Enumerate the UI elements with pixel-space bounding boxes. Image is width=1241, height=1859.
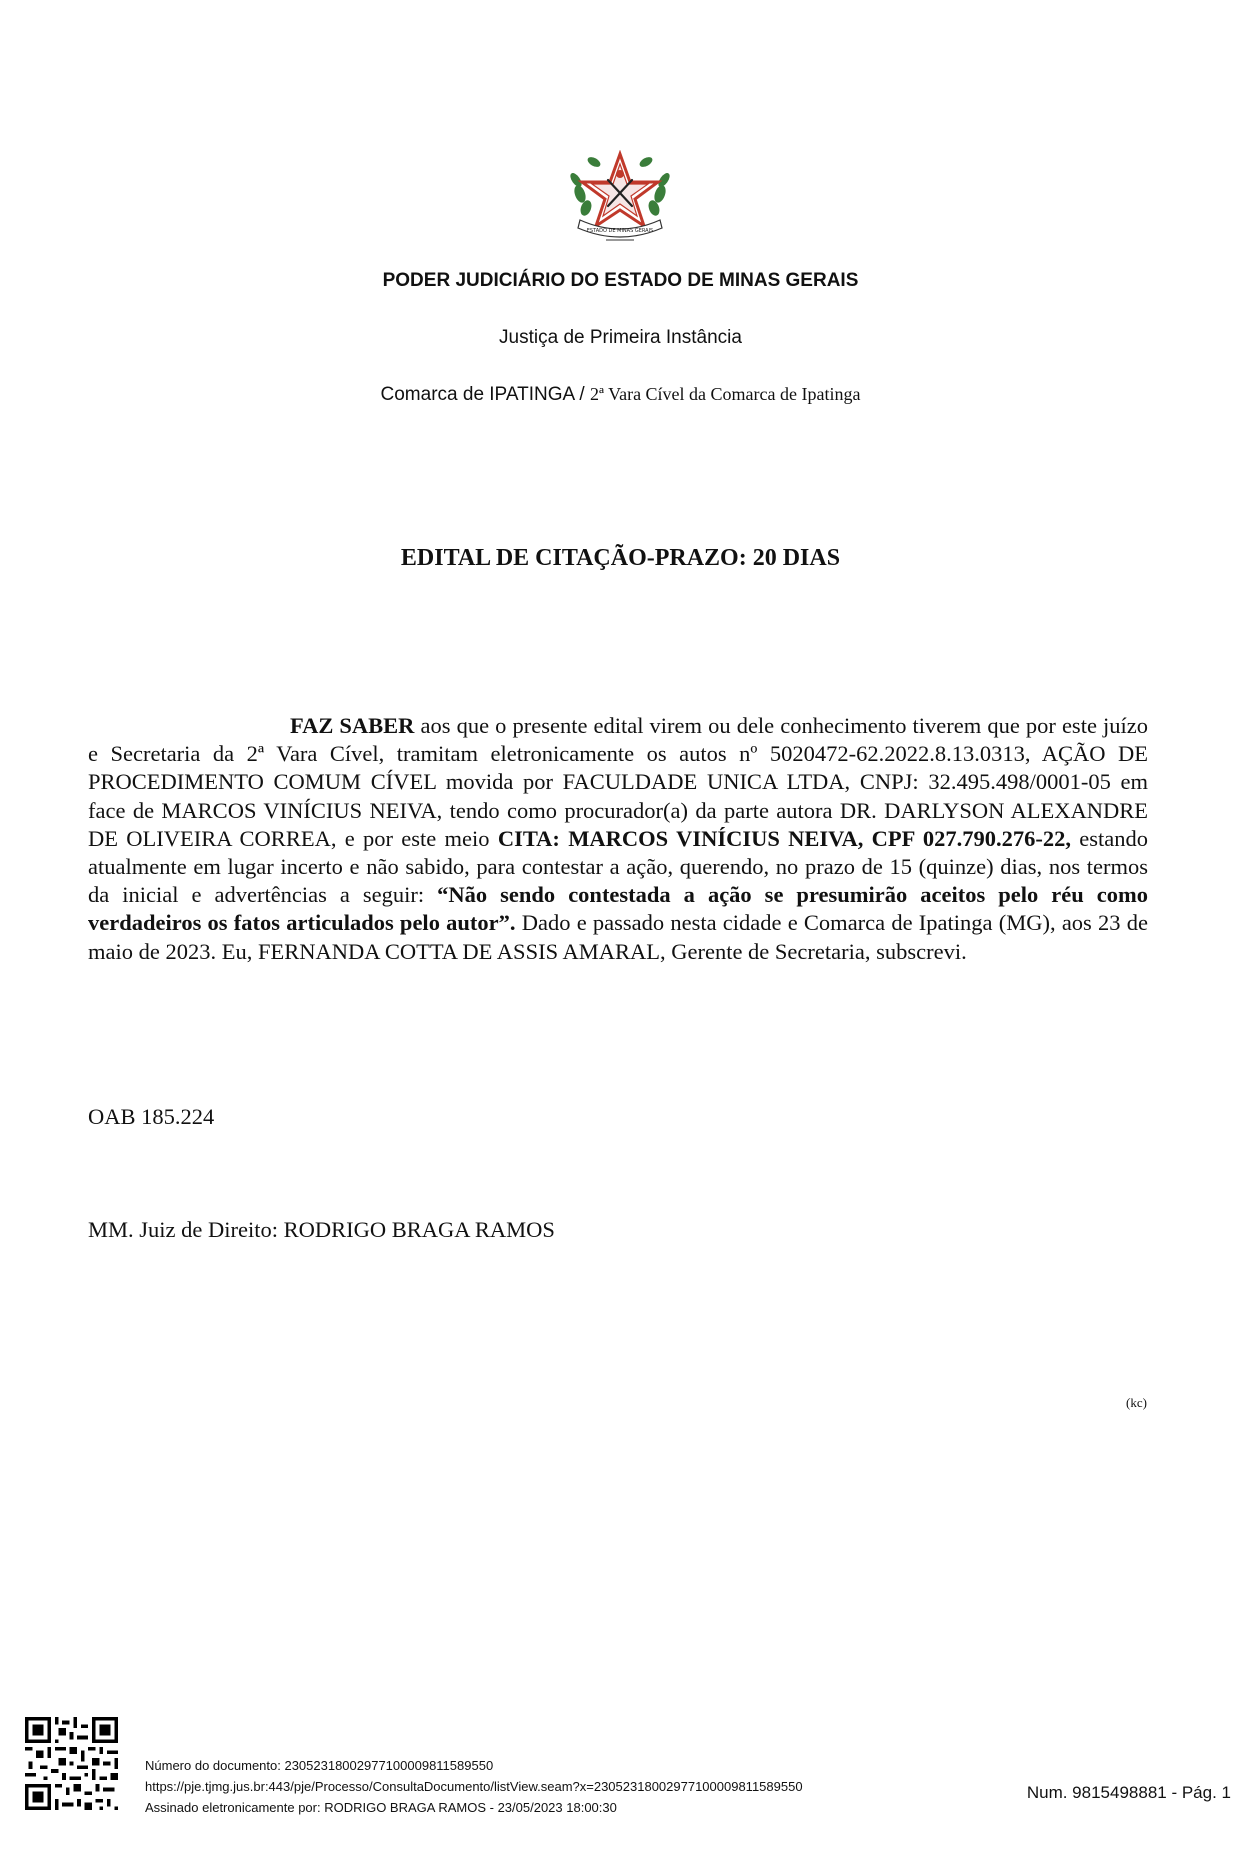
document-title: EDITAL DE CITAÇÃO-PRAZO: 20 DIAS: [400, 545, 841, 571]
vara-name: 2ª Vara Cível da Comarca de Ipatinga: [589, 384, 861, 404]
svg-text:ESTADO DE MINAS GERAIS: ESTADO DE MINAS GERAIS: [586, 228, 654, 234]
document-url-link[interactable]: https://pje.tjmg.jus.br:443/pje/Processo/ConsultaDocumento/listView.seam?x=23052318002977100009811589550: [145, 1779, 803, 1794]
edict-body: [88, 712, 1148, 966]
body-part-3: Dado e passado nesta cidade e Comarca de Ipatinga (MG), aos 23 de maio de 2023. Eu, FERNANDA COTTA DE ASSIS AMARAL, Gerente de Secretaria, subscrevi.: [88, 910, 1148, 964]
citation-text: CITA: MARCOS VINÍCIUS NEIVA, CPF 027.790.276-22,: [497, 825, 1071, 851]
clerk-initials: (kc): [1126, 1395, 1147, 1410]
minas-gerais-coat-of-arms-icon: [566, 150, 674, 242]
comarca-heading: [0, 384, 1241, 406]
instance-heading: Justiça de Primeira Instância: [499, 327, 742, 348]
warning-text: “Não sendo contestada a ação se presumirão aceitos pelo réu como verdadeiros os fatos articulados pelo autor”.: [88, 882, 1148, 936]
oab-number: OAB 185.224: [88, 1104, 215, 1129]
faz-saber-text: FAZ SABER: [290, 713, 415, 738]
body-part-2: estando atualmente em lugar incerto e não sabido, para contestar a ação, querendo, no prazo de 15 (quinze) dias, nos termos da inicial e advertências a seguir:: [88, 825, 1148, 908]
qr-code-icon: [25, 1717, 118, 1810]
document-footer: [145, 1755, 803, 1818]
comarca-prefix: Comarca de IPATINGA /: [380, 384, 590, 405]
court-name-heading: PODER JUDICIÁRIO DO ESTADO DE MINAS GERAIS: [382, 270, 859, 291]
document-number: Número do documento: 23052318002977100009811589550: [145, 1758, 494, 1773]
judge-name: MM. Juiz de Direito: RODRIGO BRAGA RAMOS: [88, 1217, 555, 1242]
signature-info: Assinado eletronicamente por: RODRIGO BRAGA RAMOS - 23/05/2023 18:00:30: [145, 1800, 617, 1815]
body-part-1: aos que o presente edital virem ou dele conhecimento tiverem que por este juízo e Secretaria da 2ª Vara Cível, tramitam eletronicamente os autos nº 5020472-62.2022.8.13.0313, AÇÃO DE PROCEDIMENTO COMUM CÍVEL movida por FACULDADE UNICA LTDA, CNPJ: 32.495.498/0001-05 em face de MARCOS VINÍCIUS NEIVA, tendo como procurador(a) da parte autora DR. DARLYSON ALEXANDRE DE OLIVEIRA CORREA, e por este meio: [88, 713, 1148, 851]
page-number: Num. 9815498881 - Pág. 1: [1026, 1783, 1231, 1802]
